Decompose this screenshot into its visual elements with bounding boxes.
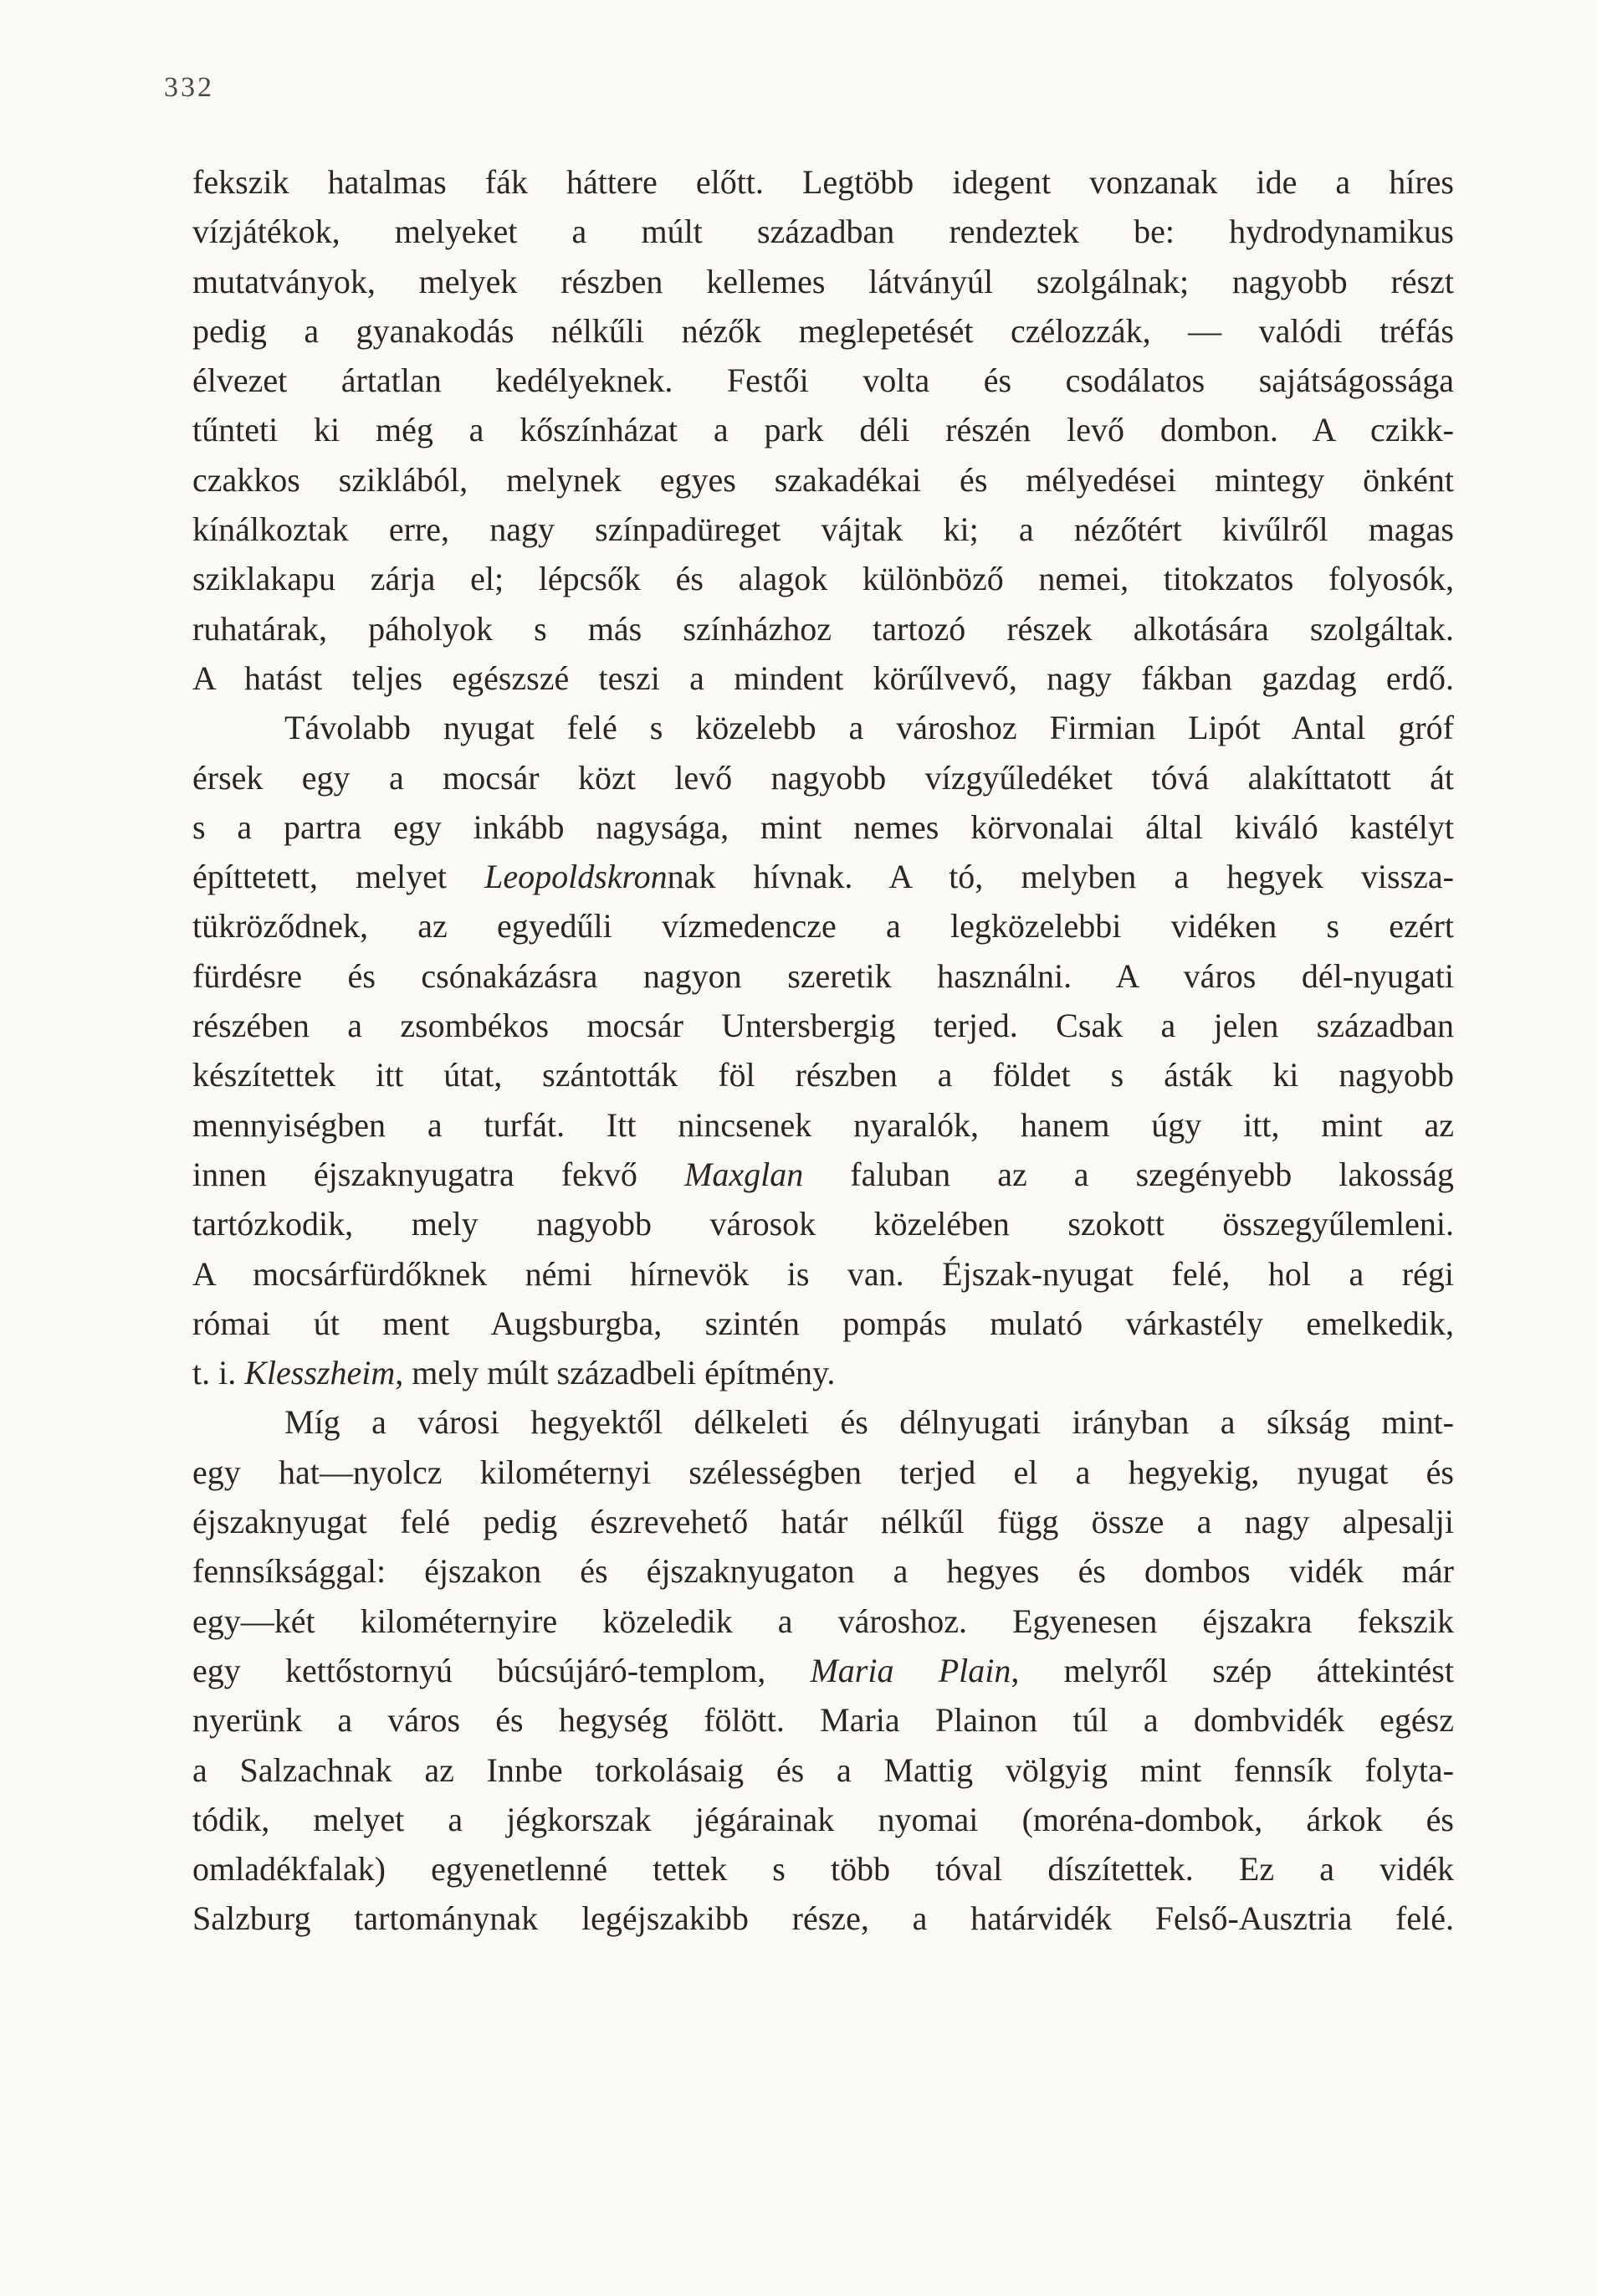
text-segment: t. i.: [192, 1354, 245, 1392]
text-line: [192, 1497, 1454, 1546]
text-segment: mutatványok, melyek részben kellemes látványúl szolgálnak; nagyobb részt: [192, 262, 1454, 300]
text-line: [192, 604, 1454, 653]
text-line: [192, 753, 1454, 802]
page-number: 332: [164, 72, 214, 103]
text-segment: Salzburg tartománynak legéjszakibb része, a határvidék Felső-Ausztria felé.: [192, 1899, 1454, 1938]
text-line: [192, 1695, 1454, 1745]
text-segment: fennsíksággal: éjszakon és éjszaknyugaton a hegyes és dombos vidék már: [192, 1552, 1454, 1591]
text-segment: nyerünk a város és hegység fölött. Maria Plainon túl a dombvidék egész: [192, 1701, 1454, 1740]
text-segment: fekszik hatalmas fák háttere előtt. Legtöbb idegent vonzanak ide a híres: [192, 163, 1454, 201]
text-line: [192, 852, 1454, 901]
text-line: [192, 1795, 1454, 1844]
text-line: [192, 405, 1454, 454]
italic-place-name: Maria Plain: [810, 1651, 1011, 1689]
text-line: [192, 1249, 1454, 1299]
text-segment: kínálkoztak erre, nagy színpadüreget vájtak ki; a nézőtért kivűlről magas: [192, 510, 1454, 549]
text-line: [192, 901, 1454, 951]
text-line: [192, 1299, 1454, 1348]
text-line: [192, 1596, 1454, 1646]
text-segment: a Salzachnak az Innbe torkolásaig és a Mattig völgyig mint fennsík folyta-: [192, 1750, 1454, 1789]
text-line: [192, 1001, 1454, 1050]
text-segment: egy hat—nyolcz kilométernyi szélességben terjed el a hegyekig, nyugat és: [192, 1453, 1454, 1491]
text-segment: érsek egy a mocsár közt levő nagyobb vízgyűledéket tóvá alakíttatott át: [192, 758, 1454, 797]
text-segment: tódik, melyet a jégkorszak jégárainak nyomai (moréna-dombok, árkok és: [192, 1800, 1454, 1838]
text-line: [192, 1448, 1454, 1497]
text-line: [192, 1348, 1454, 1397]
text-segment: tartózkodik, mely nagyobb városok közelében szokott összegyűlemleni.: [192, 1205, 1454, 1243]
text-line: [192, 802, 1454, 852]
text-line: [192, 1546, 1454, 1596]
text-segment: részében a zsombékos mocsár Untersbergig terjed. Csak a jelen században: [192, 1007, 1454, 1045]
text-segment: A hatást teljes egészszé teszi a mindent körűlvevő, nagy fákban gazdag erdő.: [192, 659, 1454, 697]
text-line: [192, 455, 1454, 505]
text-segment: czakkos sziklából, melynek egyes szakadékai és mélyedései mintegy önként: [192, 460, 1454, 499]
text-segment: éjszaknyugat felé pedig észrevehető határ nélkűl függ össze a nagy alpesalji: [192, 1503, 1454, 1541]
italic-place-name: Maxglan: [684, 1155, 804, 1193]
text-line: [192, 1150, 1454, 1199]
text-segment: Távolabb nyugat felé s közelebb a városhoz Firmian Lipót Antal gróf: [284, 709, 1454, 747]
italic-place-name: Leopoldskron: [484, 858, 668, 896]
text-segment: építtetett, melyet: [192, 858, 485, 896]
text-line: [192, 1100, 1454, 1150]
italic-place-name: Klesszheim: [244, 1354, 396, 1392]
body-text: [192, 157, 1454, 1944]
text-line: [192, 1646, 1454, 1695]
text-line: [192, 306, 1454, 356]
text-line: [192, 1199, 1454, 1248]
text-segment: pedig a gyanakodás nélkűli nézők meglepetését czélozzák, — valódi tréfás: [192, 311, 1454, 350]
text-segment: Míg a városi hegyektől délkeleti és délnyugati irányban a síkság mint-: [284, 1403, 1454, 1442]
text-segment: római út ment Augsburgba, szintén pompás mulató várkastély emelkedik,: [192, 1304, 1454, 1342]
text-segment: A mocsárfürdőknek némi hírnevök is van. Éjszak-nyugat felé, hol a régi: [192, 1254, 1454, 1293]
text-segment: nak hívnak. A tó, melyben a hegyek vissza-: [667, 858, 1454, 896]
text-line: [192, 951, 1454, 1001]
text-line: [192, 653, 1454, 703]
text-segment: egy—két kilométernyire közeledik a városhoz. Egyenesen éjszakra fekszik: [192, 1602, 1454, 1640]
text-segment: vízjátékok, melyeket a múlt században rendeztek be: hydrodynamikus: [192, 213, 1454, 251]
text-line: [192, 1844, 1454, 1894]
text-line: [192, 207, 1454, 256]
text-segment: ruhatárak, páholyok s más színházhoz tartozó részek alkotására szolgáltak.: [192, 609, 1454, 648]
text-segment: faluban az a szegényebb lakosság: [803, 1155, 1454, 1193]
text-segment: sziklakapu zárja el; lépcsők és alagok különböző nemei, titokzatos folyosók,: [192, 560, 1454, 598]
text-segment: tükröződnek, az egyedűli vízmedencze a legközelebbi vidéken s ezért: [192, 907, 1454, 946]
text-line: [192, 1745, 1454, 1795]
text-segment: egy kettőstornyú búcsújáró-templom,: [192, 1651, 811, 1689]
text-line: [192, 157, 1454, 207]
text-line: [192, 257, 1454, 306]
text-segment: élvezet ártatlan kedélyeknek. Festői volta és csodálatos sajátságossága: [192, 361, 1454, 400]
text-segment: készítettek itt útat, szántották föl részben a földet s ásták ki nagyobb: [192, 1056, 1454, 1094]
text-line: [192, 1894, 1454, 1943]
text-line: [192, 356, 1454, 405]
text-line: [192, 554, 1454, 603]
text-segment: s a partra egy inkább nagysága, mint nemes körvonalai által kiváló kastélyt: [192, 807, 1454, 846]
text-segment: tűnteti ki még a kőszínházat a park déli részén levő dombon. A czikk-: [192, 411, 1454, 449]
text-segment: , melyről szép áttekintést: [1011, 1651, 1454, 1689]
text-segment: mennyiségben a turfát. Itt nincsenek nyaralók, hanem úgy itt, mint az: [192, 1105, 1454, 1144]
text-line: [192, 1050, 1454, 1099]
text-segment: innen éjszaknyugatra fekvő: [192, 1155, 684, 1193]
text-line: [192, 703, 1454, 752]
text-segment: fürdésre és csónakázásra nagyon szeretik használni. A város dél-nyugati: [192, 956, 1454, 995]
text-segment: omladékfalak) egyenetlenné tettek s több tóval díszítettek. Ez a vidék: [192, 1850, 1454, 1889]
text-segment: , mely múlt századbeli építmény.: [395, 1354, 836, 1392]
text-line: [192, 1397, 1454, 1447]
text-line: [192, 505, 1454, 554]
